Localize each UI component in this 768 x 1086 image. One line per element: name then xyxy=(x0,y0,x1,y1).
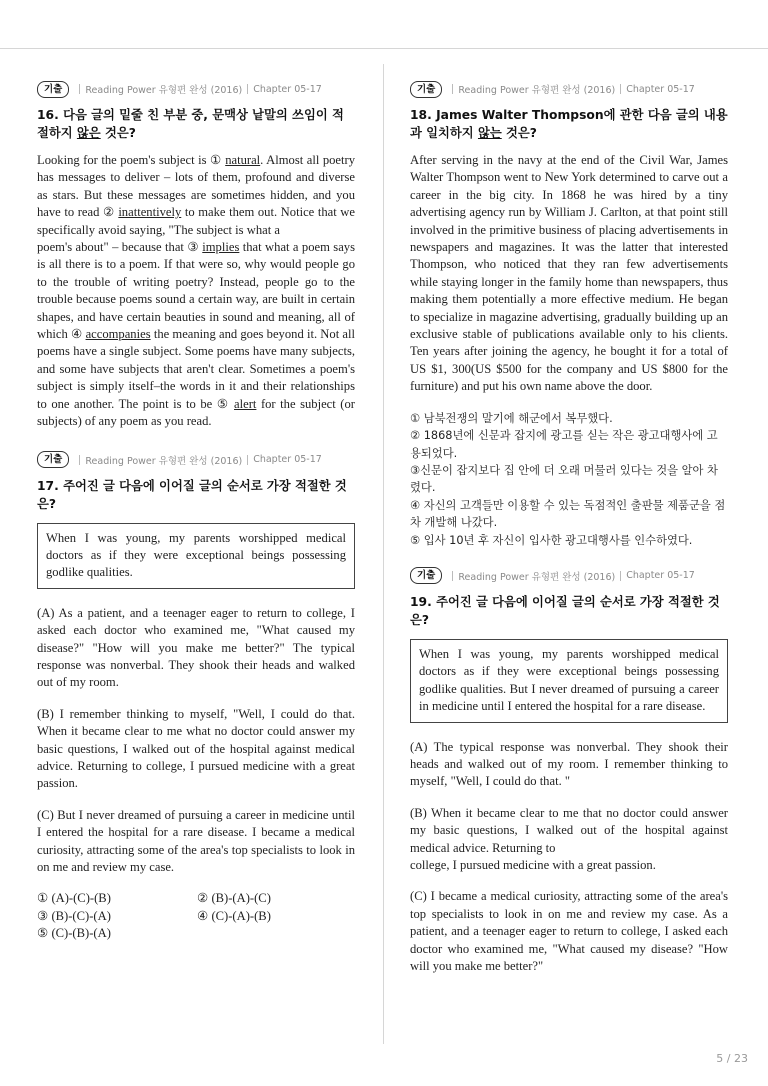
option-4[interactable]: ④ 자신의 고객들만 이용할 수 있는 독점적인 출판물 제품군을 점차 개발해 나갔다. xyxy=(410,498,726,530)
option-2[interactable]: ② 1868년에 신문과 잡지에 광고를 싣는 작은 광고대행사에 고용되었다. xyxy=(410,429,718,460)
given-passage-box: When I was young, my parents worshipped medical doctors as if they were exceptional beings possessing godlike qualities. xyxy=(37,523,355,589)
question-18 xyxy=(410,80,728,549)
meta-separator xyxy=(79,84,80,94)
paragraph-c: (C) I became a medical curiosity, attracting some of the area's top specialists to look in on me and review my case. As a patient, and a teenager eager to return to college, I asked each doctor who examined me, "What caused my disease? "How will you make me better?" xyxy=(410,889,728,974)
meta-separator xyxy=(620,571,621,581)
paragraph-b: (B) When it became clear to me that no doctor could answer my basic questions, I walked out of the hospital against medical advice. Returning to college, I pursued medicine with a great passion. xyxy=(410,805,728,872)
underlined-word: natural xyxy=(225,153,261,167)
page-number: 5 / 23 xyxy=(716,1052,748,1065)
question-meta xyxy=(410,80,728,98)
option-3[interactable]: ③신문이 잡지보다 집 안에 더 오래 머물러 있다는 것을 알아 차렸다. xyxy=(410,463,718,495)
given-passage-box: When I was young, my parents worshipped medical doctors as if they were exceptional beings possessing godlike qualities. But I never dreamed of pursuing a career in medicine until I entered the hospital for a rare disease. xyxy=(410,639,728,723)
question-title: 17. 주어진 글 다음에 이어질 글의 순서로 가장 적절한 것은? xyxy=(37,478,347,511)
source-book: Reading Power 유형편 완성 (2016) xyxy=(85,85,243,96)
paragraph-a: (A) The typical response was nonverbal. They shook their heads and walked out of my room. I remember thinking to myself, "Well, I could do that. " xyxy=(410,739,728,789)
source-badge: 기출 xyxy=(410,567,442,584)
paragraph-a: (A) As a patient, and a teenager eager to return to college, I asked each doctor who examined me, "What caused my disease?" "How will you make me better?" The typical response was nonverbal. They shook their heads and walked out of my room. xyxy=(37,605,355,690)
source-chapter: Chapter 05-17 xyxy=(253,83,322,95)
source-chapter: Chapter 05-17 xyxy=(253,454,322,465)
choice-4[interactable]: ④ (C)-(A)-(B) xyxy=(197,908,271,923)
underlined-word: inattentively xyxy=(118,205,182,220)
underlined-word: alert xyxy=(234,396,257,411)
underlined-word: implies xyxy=(202,240,240,255)
underlined-word: accompanies xyxy=(85,327,151,342)
question-title: 18. James Walter Thompson에 관한 다음 글의 내용과 일치하지 않는 것은? xyxy=(410,108,728,140)
source-book: Reading Power 유형편 완성 (2016) xyxy=(85,455,243,467)
option-5[interactable]: ⑤ 입사 10년 후 자신이 입사한 광고대행사를 인수하였다. xyxy=(410,533,693,547)
question-16 xyxy=(37,80,355,431)
column-divider xyxy=(383,64,384,1044)
source-book: Reading Power 유형편 완성 (2016) xyxy=(458,85,616,96)
right-column xyxy=(410,80,728,975)
question-title: 16. 다음 글의 밑줄 친 부분 중, 문맥상 낱말의 쓰임이 적절하지 않은 것은? xyxy=(37,108,344,140)
question-title: 19. 주어진 글 다음에 이어질 글의 순서로 가장 적절한 것은? xyxy=(410,594,720,627)
choice-5[interactable]: ⑤ (C)-(B)-(A) xyxy=(37,926,111,941)
question-19 xyxy=(410,567,728,976)
meta-separator xyxy=(452,84,453,94)
question-meta xyxy=(37,451,355,469)
paragraph-c: (C) But I never dreamed of pursuing a career in medicine until I entered the hospital for a rare disease. I became a medical curiosity, attracting some of the area's top specialists to look in on me and review my case. xyxy=(37,807,355,874)
meta-separator xyxy=(452,571,453,581)
choice-3[interactable]: ③ (B)-(C)-(A) xyxy=(37,908,111,923)
question-meta xyxy=(37,80,355,98)
source-chapter: Chapter 05-17 xyxy=(626,83,695,95)
option-1[interactable]: ① 남북전쟁의 말기에 해군에서 복무했다. xyxy=(410,411,613,425)
meta-separator xyxy=(247,84,248,94)
passage: After serving in the navy at the end of the Civil War, James Walter Thompson went to New York determined to carve out a career in the big city. In 1868 he was hired by a tiny advertising agency run by William J. Carlton, at that point still involved in the primitive business of placing advertisements in newspapers and magazines. It was the latter that interested Thompson, who noticed that they ran few advertisements while staying longer in the family home than newspapers, thus making them potentially a more effective medium. He began to specialize in magazine advertising, gradually building up an exclusive stable of publications available only to his clients. Ten years after joining the agency, he bought it for a total of US $1, 300(US $500 for the company and US $800 for the furniture) and put his own name above the door. xyxy=(410,153,728,394)
meta-separator xyxy=(247,455,248,465)
question-17 xyxy=(37,451,355,943)
choice-2[interactable]: ② (B)-(A)-(C) xyxy=(197,891,271,906)
source-chapter: Chapter 05-17 xyxy=(626,570,695,582)
paragraph-b: (B) I remember thinking to myself, "Well, I could do that. When it became clear to me what no doctor could answer my basic questions, I walked out of the hospital against medical advice. Returning to college, I pursued medicine with a great passion. xyxy=(37,706,355,791)
source-book: Reading Power 유형편 완성 (2016) xyxy=(458,571,616,583)
choice-1[interactable]: ① (A)-(C)-(B) xyxy=(37,891,111,906)
question-meta xyxy=(410,567,728,585)
left-column xyxy=(37,80,355,943)
passage: Looking for the poem's subject is ① natural. Almost all poetry has messages to deliver – lots of them, profound and diverse as stars. But these messages are sometimes hidden, and you have to read ② inattentively to make them out. Notice that we specifically avoid saying, "The subject is what a poem's about" – because that ③ implies that what a poem says is all there is to a poem. If that were so, why would people go to the trouble of writing poetry? Instead, people go to the trouble because poems sound a certain way, are built in certain shapes, and have certain beauties in sound and meaning, all of which ④ accompanies the meaning and goes beyond it. Not all poems have a single subject. Some poems have many subjects, and some have subjects that aren't clear. Sometimes a poem's subject is simply itself–the words in it and their relationships to one another. The point is to be ⑤ alert for the subject (or subjects) of any poem as you read. xyxy=(37,153,355,429)
meta-separator xyxy=(620,84,621,94)
source-badge: 기출 xyxy=(37,451,69,468)
answer-choices xyxy=(37,890,355,942)
source-badge: 기출 xyxy=(410,81,442,98)
source-badge: 기출 xyxy=(37,81,69,98)
header-rule xyxy=(0,48,768,49)
meta-separator xyxy=(79,455,80,465)
